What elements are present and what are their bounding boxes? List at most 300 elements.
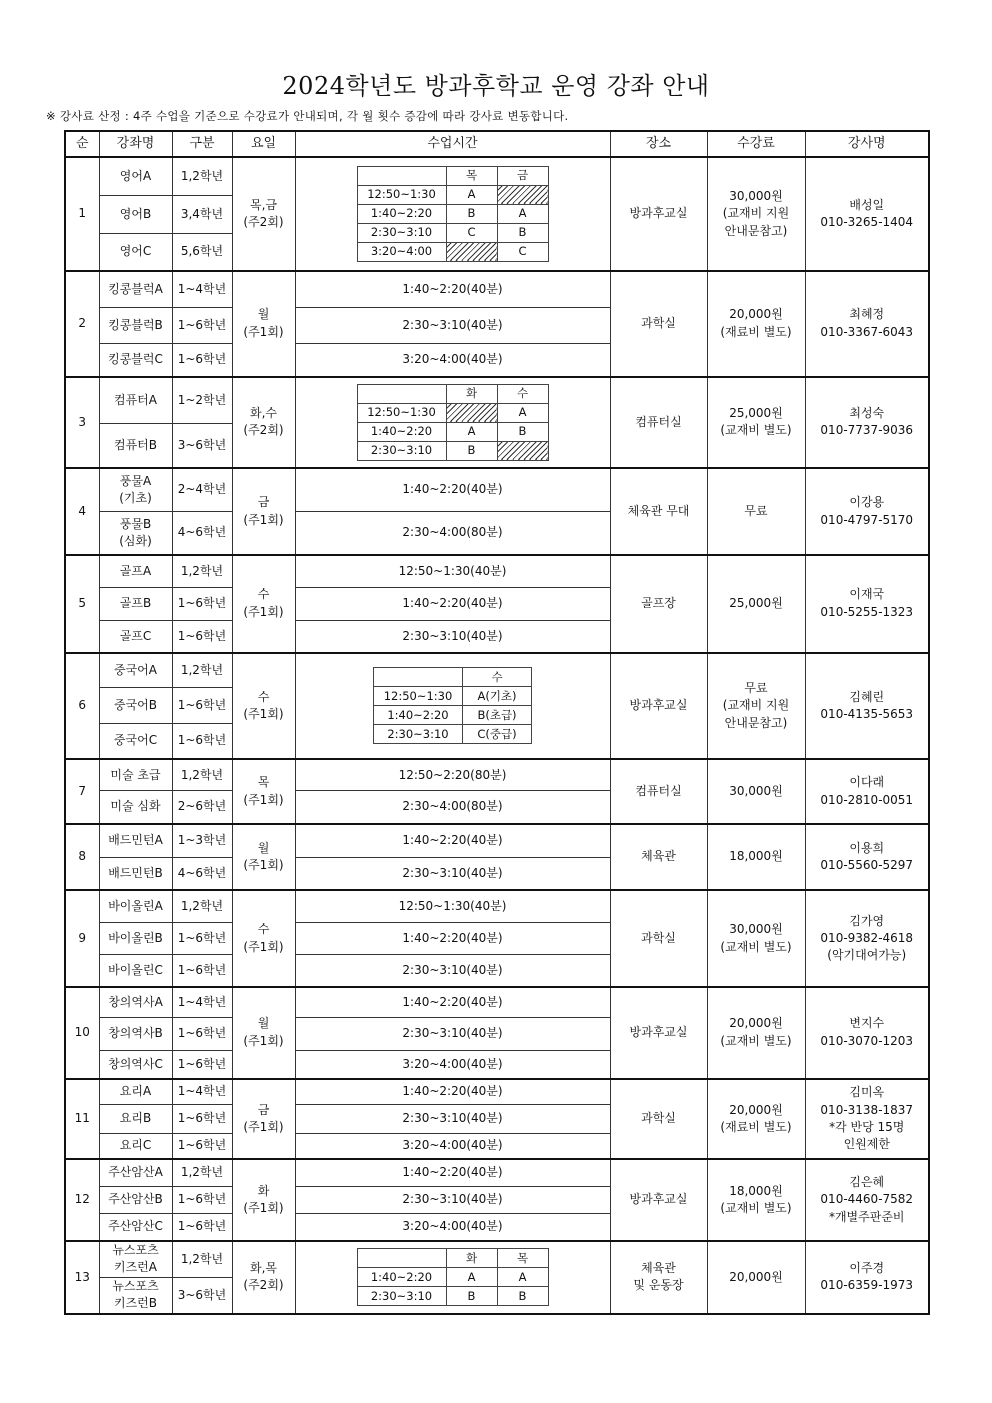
teacher-text: 이재국: [849, 587, 885, 602]
class-time: 2:30~4:00(80분): [295, 791, 610, 824]
grade-cell: 1~3학년: [172, 824, 232, 857]
day-text: (주1회): [243, 706, 284, 721]
course-group: [65, 157, 929, 271]
day-text: 월: [257, 307, 270, 322]
place-text: 체육관 무대: [627, 503, 690, 518]
class-time: 2:30~3:10(40분): [295, 307, 610, 343]
day-text: 화,목: [250, 1261, 277, 1276]
header-course-name: 강좌명: [99, 131, 172, 157]
schedule-row: [357, 242, 548, 261]
course-name-cell: [99, 1133, 172, 1159]
schedule-row: [357, 441, 548, 460]
course-name-cell: [99, 857, 172, 890]
table-row: [65, 555, 929, 587]
schedule-corner: [357, 166, 446, 185]
header-place: 장소: [610, 131, 707, 157]
course-name-cell: [99, 653, 172, 688]
table-row: [65, 987, 929, 1017]
fee-text: (교재비 지원: [722, 698, 790, 713]
day-cell: [232, 890, 295, 987]
teacher-text: 010-4135-5653: [820, 706, 914, 721]
course-group: [65, 377, 929, 469]
fee-cell: [707, 1241, 805, 1314]
header-class-time: 수업시간: [295, 131, 610, 157]
course-number: 13: [65, 1241, 99, 1314]
course-group: [65, 555, 929, 653]
table-row: [65, 1159, 929, 1186]
table-row: [65, 824, 929, 857]
grade-cell: 3~6학년: [172, 1277, 232, 1314]
grade-cell: 1~6학년: [172, 1105, 232, 1133]
course-group: [65, 1159, 929, 1241]
day-text: (주2회): [243, 423, 284, 438]
teacher-text: 010-3367-6043: [820, 324, 914, 339]
header-no: 순: [65, 131, 99, 157]
teacher-cell: [805, 377, 929, 469]
schedule-slot: B(초급): [463, 706, 532, 725]
course-name-cell: [99, 1105, 172, 1133]
schedule-row: [357, 223, 548, 242]
teacher-text: 이주경: [849, 1261, 885, 1276]
schedule-cell: [295, 377, 610, 469]
teacher-cell: [805, 759, 929, 823]
grade-cell: 1,2학년: [172, 1159, 232, 1186]
header-day: 요일: [232, 131, 295, 157]
day-text: (주1회): [243, 512, 284, 527]
grade-cell: 1~6학년: [172, 688, 232, 723]
schedule-day-head: 수: [463, 668, 532, 687]
course-name-cell: [99, 620, 172, 652]
course-name-cell: [99, 1159, 172, 1186]
schedule-slot: B: [497, 223, 548, 242]
teacher-text: 이용희: [849, 840, 885, 855]
schedule-row: [374, 725, 532, 744]
teacher-text: 010-3265-1404: [820, 214, 914, 229]
place-text: 과학실: [641, 316, 676, 331]
fee-cell: [707, 987, 805, 1079]
day-text: (주1회): [243, 792, 284, 807]
course-name: 창의역사C: [108, 1056, 163, 1071]
grade-cell: 1~6학년: [172, 587, 232, 620]
teacher-text: 010-2810-0051: [820, 792, 914, 807]
class-time: 2:30~3:10(40분): [295, 1105, 610, 1133]
course-group: [65, 271, 929, 377]
course-name: 주산암산C: [108, 1219, 163, 1234]
day-cell: [232, 377, 295, 469]
place-cell: [610, 157, 707, 271]
day-text: (주2회): [243, 214, 284, 229]
day-text: 금: [257, 495, 270, 510]
schedule-slot: C(중급): [463, 725, 532, 744]
course-table: [64, 130, 930, 1315]
course-name: 미술 심화: [110, 799, 161, 814]
teacher-text: (악기대여가능): [827, 948, 907, 963]
schedule-day-head: 목: [446, 166, 497, 185]
schedule-grid: [373, 667, 532, 744]
day-text: 수: [257, 689, 270, 704]
table-row: [65, 468, 929, 511]
header-teacher: 강사명: [805, 131, 929, 157]
grade-cell: 1~6학년: [172, 1133, 232, 1159]
course-name-cell: [99, 195, 172, 233]
course-name: 창의역사B: [108, 1026, 163, 1041]
course-name-cell: [99, 555, 172, 587]
fee-cell: [707, 1159, 805, 1241]
grade-cell: 4~6학년: [172, 512, 232, 555]
course-name-cell: [99, 1079, 172, 1105]
course-group: [65, 1241, 929, 1314]
teacher-text: 최혜정: [849, 307, 885, 322]
grade-cell: 1~6학년: [172, 307, 232, 343]
teacher-cell: [805, 157, 929, 271]
teacher-text: 010-7737-9036: [820, 423, 914, 438]
fee-text: 20,000원: [729, 307, 783, 322]
day-cell: [232, 759, 295, 823]
schedule-slot-empty: [497, 441, 548, 460]
teacher-cell: [805, 987, 929, 1079]
teacher-text: 이강용: [849, 495, 885, 510]
course-name: 요리C: [119, 1138, 152, 1153]
course-group: [65, 653, 929, 760]
grade-cell: 4~6학년: [172, 857, 232, 890]
course-name-cell: [99, 234, 172, 271]
course-number: 6: [65, 653, 99, 760]
teacher-text: 010-3070-1203: [820, 1033, 914, 1048]
course-group: [65, 890, 929, 987]
schedule-slot: A: [446, 422, 497, 441]
class-time: 2:30~3:10(40분): [295, 1017, 610, 1050]
schedule-row: [357, 1268, 548, 1287]
schedule-grid: [357, 384, 549, 461]
grade-cell: 3,4학년: [172, 195, 232, 233]
schedule-slot: A: [446, 1268, 497, 1287]
day-text: (주2회): [243, 1278, 284, 1293]
schedule-time: 2:30~3:10: [374, 725, 463, 744]
schedule-row: [374, 706, 532, 725]
grade-cell: 3~6학년: [172, 424, 232, 468]
course-name-cell: [99, 688, 172, 723]
course-name: 요리B: [119, 1111, 152, 1126]
grade-cell: 1~4학년: [172, 987, 232, 1017]
schedule-row: [357, 1287, 548, 1306]
course-name-cell: [99, 343, 172, 376]
place-cell: [610, 271, 707, 377]
fee-cell: [707, 157, 805, 271]
place-cell: [610, 1241, 707, 1314]
day-cell: [232, 555, 295, 653]
course-number: 8: [65, 824, 99, 890]
course-name-cell: [99, 759, 172, 790]
course-name-cell: [99, 1186, 172, 1213]
teacher-text: 010-5255-1323: [820, 604, 914, 619]
teacher-text: 010-5560-5297: [820, 858, 914, 873]
schedule-slot: A: [446, 185, 497, 204]
day-text: 목: [257, 775, 270, 790]
schedule-head-row: [357, 384, 548, 403]
schedule-slot: C: [446, 223, 497, 242]
class-time: 3:20~4:00(40분): [295, 343, 610, 376]
day-cell: [232, 157, 295, 271]
course-name-cell: [99, 468, 172, 511]
schedule-cell: [295, 1241, 610, 1314]
day-cell: [232, 1159, 295, 1241]
course-name: (심화): [119, 533, 152, 548]
place-cell: [610, 377, 707, 469]
course-name: 골프A: [119, 563, 152, 578]
schedule-row: [357, 403, 548, 422]
schedule-time: 1:40~2:20: [374, 706, 463, 725]
class-time: 3:20~4:00(40분): [295, 1050, 610, 1078]
course-name: 배드민턴B: [108, 865, 163, 880]
day-text: 화,수: [250, 406, 277, 421]
schedule-cell: [295, 653, 610, 760]
teacher-cell: [805, 1159, 929, 1241]
fee-text: 무료: [744, 503, 768, 518]
course-number: 5: [65, 555, 99, 653]
teacher-text: 변지수: [849, 1016, 885, 1031]
schedule-corner: [357, 1249, 446, 1268]
schedule-time: 12:50~1:30: [357, 403, 446, 422]
course-name: 컴퓨터B: [113, 438, 157, 453]
schedule-slot: B: [446, 204, 497, 223]
grade-cell: 1~6학년: [172, 1214, 232, 1241]
fee-cell: [707, 377, 805, 469]
class-time: 1:40~2:20(40분): [295, 468, 610, 511]
day-text: (주1회): [243, 324, 284, 339]
schedule-slot: A(기초): [463, 687, 532, 706]
schedule-slot-empty: [497, 185, 548, 204]
fee-text: (교재비 별도): [720, 939, 792, 954]
teacher-cell: [805, 824, 929, 890]
schedule-time: 2:30~3:10: [357, 441, 446, 460]
schedule-slot: A: [497, 403, 548, 422]
schedule-slot-empty: [446, 242, 497, 261]
place-text: 과학실: [641, 930, 676, 945]
schedule-day-head: 목: [497, 1249, 548, 1268]
place-text: 골프장: [641, 596, 676, 611]
teacher-text: 김은혜: [849, 1174, 885, 1189]
place-text: 방과후교실: [629, 698, 688, 713]
course-name-cell: [99, 512, 172, 555]
place-text: 방과후교실: [629, 1025, 688, 1040]
course-name: 뉴스포츠: [112, 1242, 159, 1257]
grade-cell: 1~2학년: [172, 377, 232, 424]
day-cell: [232, 987, 295, 1079]
table-row: [65, 271, 929, 307]
day-text: (주1회): [243, 604, 284, 619]
class-time: 1:40~2:20(40분): [295, 1159, 610, 1186]
table-row: [65, 759, 929, 790]
grade-cell: 1,2학년: [172, 1241, 232, 1278]
day-cell: [232, 653, 295, 760]
fee-cell: [707, 271, 805, 377]
table-row: [65, 377, 929, 424]
teacher-cell: [805, 1079, 929, 1160]
course-number: 4: [65, 468, 99, 555]
table-row: [65, 157, 929, 195]
course-name: 배드민턴A: [108, 832, 163, 847]
course-name: 주산암산A: [108, 1165, 163, 1180]
schedule-time: 2:30~3:10: [357, 1287, 446, 1306]
class-time: 12:50~1:30(40분): [295, 890, 610, 922]
schedule-time: 2:30~3:10: [357, 223, 446, 242]
course-name-cell: [99, 1241, 172, 1278]
schedule-time: 1:40~2:20: [357, 1268, 446, 1287]
fee-text: (재료비 별도): [720, 1119, 792, 1134]
course-group: [65, 759, 929, 823]
table-row: [65, 1079, 929, 1105]
grade-cell: 1,2학년: [172, 653, 232, 688]
schedule-grid: [357, 1248, 549, 1306]
fee-text: (교재비 지원: [722, 206, 790, 221]
place-text: 컴퓨터실: [635, 783, 682, 798]
day-text: 목,금: [250, 197, 277, 212]
schedule-day-head: 화: [446, 384, 497, 403]
class-time: 2:30~3:10(40분): [295, 620, 610, 652]
grade-cell: 1~6학년: [172, 923, 232, 955]
schedule-row: [374, 687, 532, 706]
course-number: 2: [65, 271, 99, 377]
teacher-text: 배성일: [849, 197, 885, 212]
course-name: 골프B: [119, 596, 152, 611]
teacher-text: 김미옥: [849, 1085, 885, 1100]
grade-cell: 2~6학년: [172, 791, 232, 824]
course-name: 풍물B: [119, 516, 152, 531]
schedule-slot: A: [497, 1268, 548, 1287]
course-group: [65, 468, 929, 555]
course-name-cell: [99, 1277, 172, 1314]
schedule-slot: B: [446, 1287, 497, 1306]
table-row: [65, 890, 929, 922]
course-name-cell: [99, 955, 172, 987]
schedule-head-row: [374, 668, 532, 687]
course-group: [65, 987, 929, 1079]
fee-cell: [707, 890, 805, 987]
teacher-text: 인원제한: [843, 1137, 890, 1152]
fee-cell: [707, 555, 805, 653]
fee-text: 18,000원: [729, 1183, 783, 1198]
day-text: (주1회): [243, 858, 284, 873]
place-cell: [610, 824, 707, 890]
grade-cell: 1~6학년: [172, 723, 232, 759]
schedule-day-head: 화: [446, 1249, 497, 1268]
day-text: (주1회): [243, 1119, 284, 1134]
place-text: 체육관: [641, 849, 676, 864]
grade-cell: 1,2학년: [172, 759, 232, 790]
course-number: 7: [65, 759, 99, 823]
schedule-time: 1:40~2:20: [357, 204, 446, 223]
place-text: 체육관: [641, 1261, 676, 1276]
course-number: 12: [65, 1159, 99, 1241]
header-fee: 수강료: [707, 131, 805, 157]
teacher-cell: [805, 555, 929, 653]
course-name: 요리A: [119, 1084, 152, 1099]
place-text: 방과후교실: [629, 206, 688, 221]
grade-cell: 1~6학년: [172, 343, 232, 376]
course-name-cell: [99, 890, 172, 922]
class-time: 1:40~2:20(40분): [295, 824, 610, 857]
day-cell: [232, 271, 295, 377]
fee-cell: [707, 1079, 805, 1160]
course-name: 골프C: [119, 628, 152, 643]
course-group: [65, 1079, 929, 1160]
schedule-slot-empty: [446, 403, 497, 422]
course-name-cell: [99, 1214, 172, 1241]
place-cell: [610, 653, 707, 760]
course-number: 1: [65, 157, 99, 271]
grade-cell: 1,2학년: [172, 555, 232, 587]
fee-text: (교재비 별도): [720, 423, 792, 438]
place-cell: [610, 1079, 707, 1160]
fee-text: 무료: [744, 680, 768, 695]
schedule-corner: [357, 384, 446, 403]
schedule-slot: B: [446, 441, 497, 460]
schedule-corner: [374, 668, 463, 687]
course-group: [65, 824, 929, 890]
day-text: 수: [257, 922, 270, 937]
schedule-row: [357, 185, 548, 204]
day-text: 금: [257, 1102, 270, 1117]
fee-text: (교재비 별도): [720, 1033, 792, 1048]
fee-cell: [707, 468, 805, 555]
class-time: 2:30~3:10(40분): [295, 857, 610, 890]
schedule-time: 3:20~4:00: [357, 242, 446, 261]
table-row: [65, 653, 929, 688]
place-cell: [610, 468, 707, 555]
schedule-grid: [357, 166, 549, 262]
course-name-cell: [99, 424, 172, 468]
course-name-cell: [99, 1050, 172, 1078]
day-cell: [232, 468, 295, 555]
course-name-cell: [99, 723, 172, 759]
day-text: (주1회): [243, 1201, 284, 1216]
course-name: 키즈런A: [114, 1260, 157, 1275]
grade-cell: 1~4학년: [172, 271, 232, 307]
fee-text: 25,000원: [729, 406, 783, 421]
place-cell: [610, 555, 707, 653]
teacher-cell: [805, 890, 929, 987]
course-name: 풍물A: [119, 473, 152, 488]
grade-cell: 1~6학년: [172, 955, 232, 987]
course-name: 킹콩블럭B: [108, 317, 163, 332]
schedule-day-head: 수: [497, 384, 548, 403]
course-name: 바이올린B: [108, 930, 163, 945]
schedule-head-row: [357, 166, 548, 185]
schedule-slot: B: [497, 422, 548, 441]
schedule-slot: C: [497, 242, 548, 261]
course-number: 9: [65, 890, 99, 987]
teacher-text: 010-6359-1973: [820, 1278, 914, 1293]
course-name-cell: [99, 824, 172, 857]
fee-text: 30,000원: [729, 783, 783, 798]
course-name-cell: [99, 307, 172, 343]
grade-cell: 1~6학년: [172, 1017, 232, 1050]
fee-cell: [707, 653, 805, 760]
course-name: 킹콩블럭C: [108, 352, 163, 367]
course-name: 바이올린A: [108, 898, 163, 913]
course-name: 키즈런B: [113, 1296, 157, 1311]
course-name: 창의역사A: [108, 994, 163, 1009]
fee-text: 20,000원: [729, 1016, 783, 1031]
schedule-slot: A: [497, 204, 548, 223]
fee-text: 20,000원: [729, 1102, 783, 1117]
grade-cell: 1~6학년: [172, 1050, 232, 1078]
class-time: 2:30~3:10(40분): [295, 1186, 610, 1213]
course-name: (기초): [119, 491, 152, 506]
day-cell: [232, 1079, 295, 1160]
course-name: 중국어B: [113, 697, 157, 712]
course-name-cell: [99, 377, 172, 424]
